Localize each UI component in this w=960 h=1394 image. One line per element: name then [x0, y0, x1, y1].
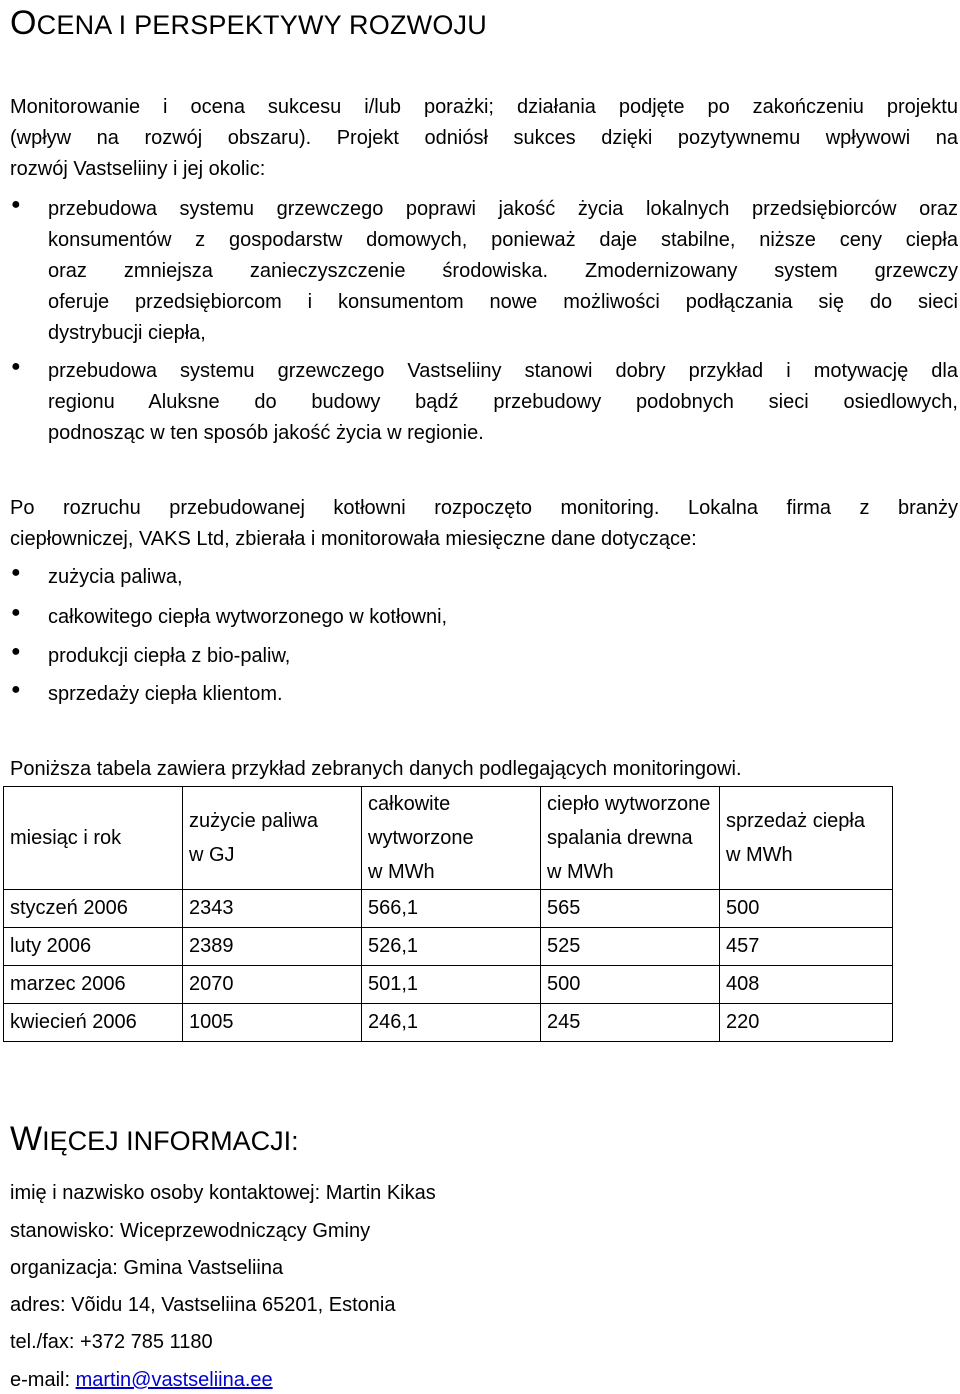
contact-phone: tel./fax: +372 785 1180	[10, 1331, 213, 1353]
heading-initial: O	[10, 4, 37, 42]
table-cell: kwiecień 2006	[4, 1004, 183, 1042]
col-header-heat-sales: sprzedaż ciepła w MWh	[720, 787, 893, 890]
table-cell: 500	[720, 890, 893, 928]
table-cell: 525	[541, 928, 720, 966]
list-item-text: zużycia paliwa,	[48, 566, 183, 588]
heading-rest: CENA I PERSPEKTYWY ROZWOJU	[36, 10, 487, 40]
table-cell: 1005	[183, 1004, 362, 1042]
monitoring-line: ciepłowniczej, VAKS Ltd, zbierała i monitorowała miesięczne dane dotyczące:	[10, 528, 697, 550]
table-cell: 2389	[183, 928, 362, 966]
table-cell: 566,1	[362, 890, 541, 928]
table-cell: marzec 2006	[4, 966, 183, 1004]
col-header-fuel: zużycie paliwa w GJ	[183, 787, 362, 890]
intro-line: rozwój Vastseliiny i jej okolic:	[10, 158, 266, 180]
heading-rest: IĘCEJ INFORMACJI:	[42, 1126, 299, 1156]
list-item-text: przebudowa systemu grzewczego poprawi jakość życia lokalnych przedsiębiorców oraz konsumentów z gospodarstw domowych, ponieważ daje stabilne, niższe ceny ciepła oraz zmniejsza zanieczyszczenie środowiska. Zmodernizowany system grzewczy oferuje przedsiębiorcom i konsumentom nowe możliwości podłączania się do sieci dystrybucji ciepła,	[48, 198, 958, 344]
contact-email-line	[10, 1368, 273, 1392]
table-cell: 565	[541, 890, 720, 928]
col-header-total-heat: całkowite wytworzone w MWh	[362, 787, 541, 890]
contact-position: stanowisko: Wiceprzewodniczący Gminy	[10, 1220, 371, 1242]
intro-line: Monitorowanie i ocena sukcesu i/lub porażki; działania podjęte po zakończeniu projektu	[10, 96, 958, 118]
table-row	[4, 928, 893, 966]
bullet-icon: ●	[11, 681, 21, 698]
table-row	[4, 890, 893, 928]
table-cell: 526,1	[362, 928, 541, 966]
table-cell: 245	[541, 1004, 720, 1042]
table-header-row	[4, 787, 893, 890]
table-cell: 457	[720, 928, 893, 966]
intro-line: (wpływ na rozwój obszaru). Projekt odniósł sukces dzięki pozytywnemu wpływowi na	[10, 127, 958, 149]
list-item-text: przebudowa systemu grzewczego Vastseliiny stanowi dobry przykład i motywację dla regionu Aluksne do budowy bądź przebudowy podobnych sieci osiedlowych, podnosząc w ten sposób jakość życia w regionie.	[48, 360, 958, 444]
table-cell: 220	[720, 1004, 893, 1042]
table-cell: styczeń 2006	[4, 890, 183, 928]
contact-address: adres: Võidu 14, Vastseliina 65201, Estonia	[10, 1294, 396, 1316]
table-cell: luty 2006	[4, 928, 183, 966]
table-intro: Poniższa tabela zawiera przykład zebranych danych podlegających monitoringowi.	[10, 758, 742, 780]
section-heading-more-info	[10, 1120, 299, 1159]
table-cell: 246,1	[362, 1004, 541, 1042]
intro-paragraph	[10, 92, 958, 185]
contact-organization: organizacja: Gmina Vastseliina	[10, 1257, 284, 1279]
email-link[interactable]: martin@vastseliina.ee	[75, 1369, 273, 1391]
bullet-icon: ●	[11, 564, 21, 581]
table-cell: 408	[720, 966, 893, 1004]
table-cell: 500	[541, 966, 720, 1004]
heading-initial: W	[10, 1120, 43, 1158]
table-row	[4, 966, 893, 1004]
section-heading-evaluation	[10, 3, 487, 45]
table-cell: 501,1	[362, 966, 541, 1004]
bullet-icon: ●	[11, 196, 21, 213]
contact-name: imię i nazwisko osoby kontaktowej: Martin Kikas	[10, 1182, 436, 1204]
bullet-icon: ●	[11, 358, 21, 375]
monitoring-line: Po rozruchu przebudowanej kotłowni rozpoczęto monitoring. Lokalna firma z branży	[10, 497, 958, 519]
bullet-icon: ●	[11, 604, 21, 621]
monitoring-paragraph	[10, 493, 958, 555]
table-cell: 2070	[183, 966, 362, 1004]
table-cell: 2343	[183, 890, 362, 928]
list-item-text: sprzedaży ciepła klientom.	[48, 683, 283, 705]
bullet-icon: ●	[11, 643, 21, 660]
list-item-text: produkcji ciepła z bio-paliw,	[48, 645, 291, 667]
email-label: e-mail:	[10, 1369, 76, 1391]
col-header-month: miesiąc i rok	[4, 787, 183, 890]
monitoring-table	[3, 786, 893, 1042]
col-header-wood-heat: ciepło wytworzone spalania drewna w MWh	[541, 787, 720, 890]
table-row	[4, 1004, 893, 1042]
list-item-text: całkowitego ciepła wytworzonego w kotłowni,	[48, 606, 448, 628]
